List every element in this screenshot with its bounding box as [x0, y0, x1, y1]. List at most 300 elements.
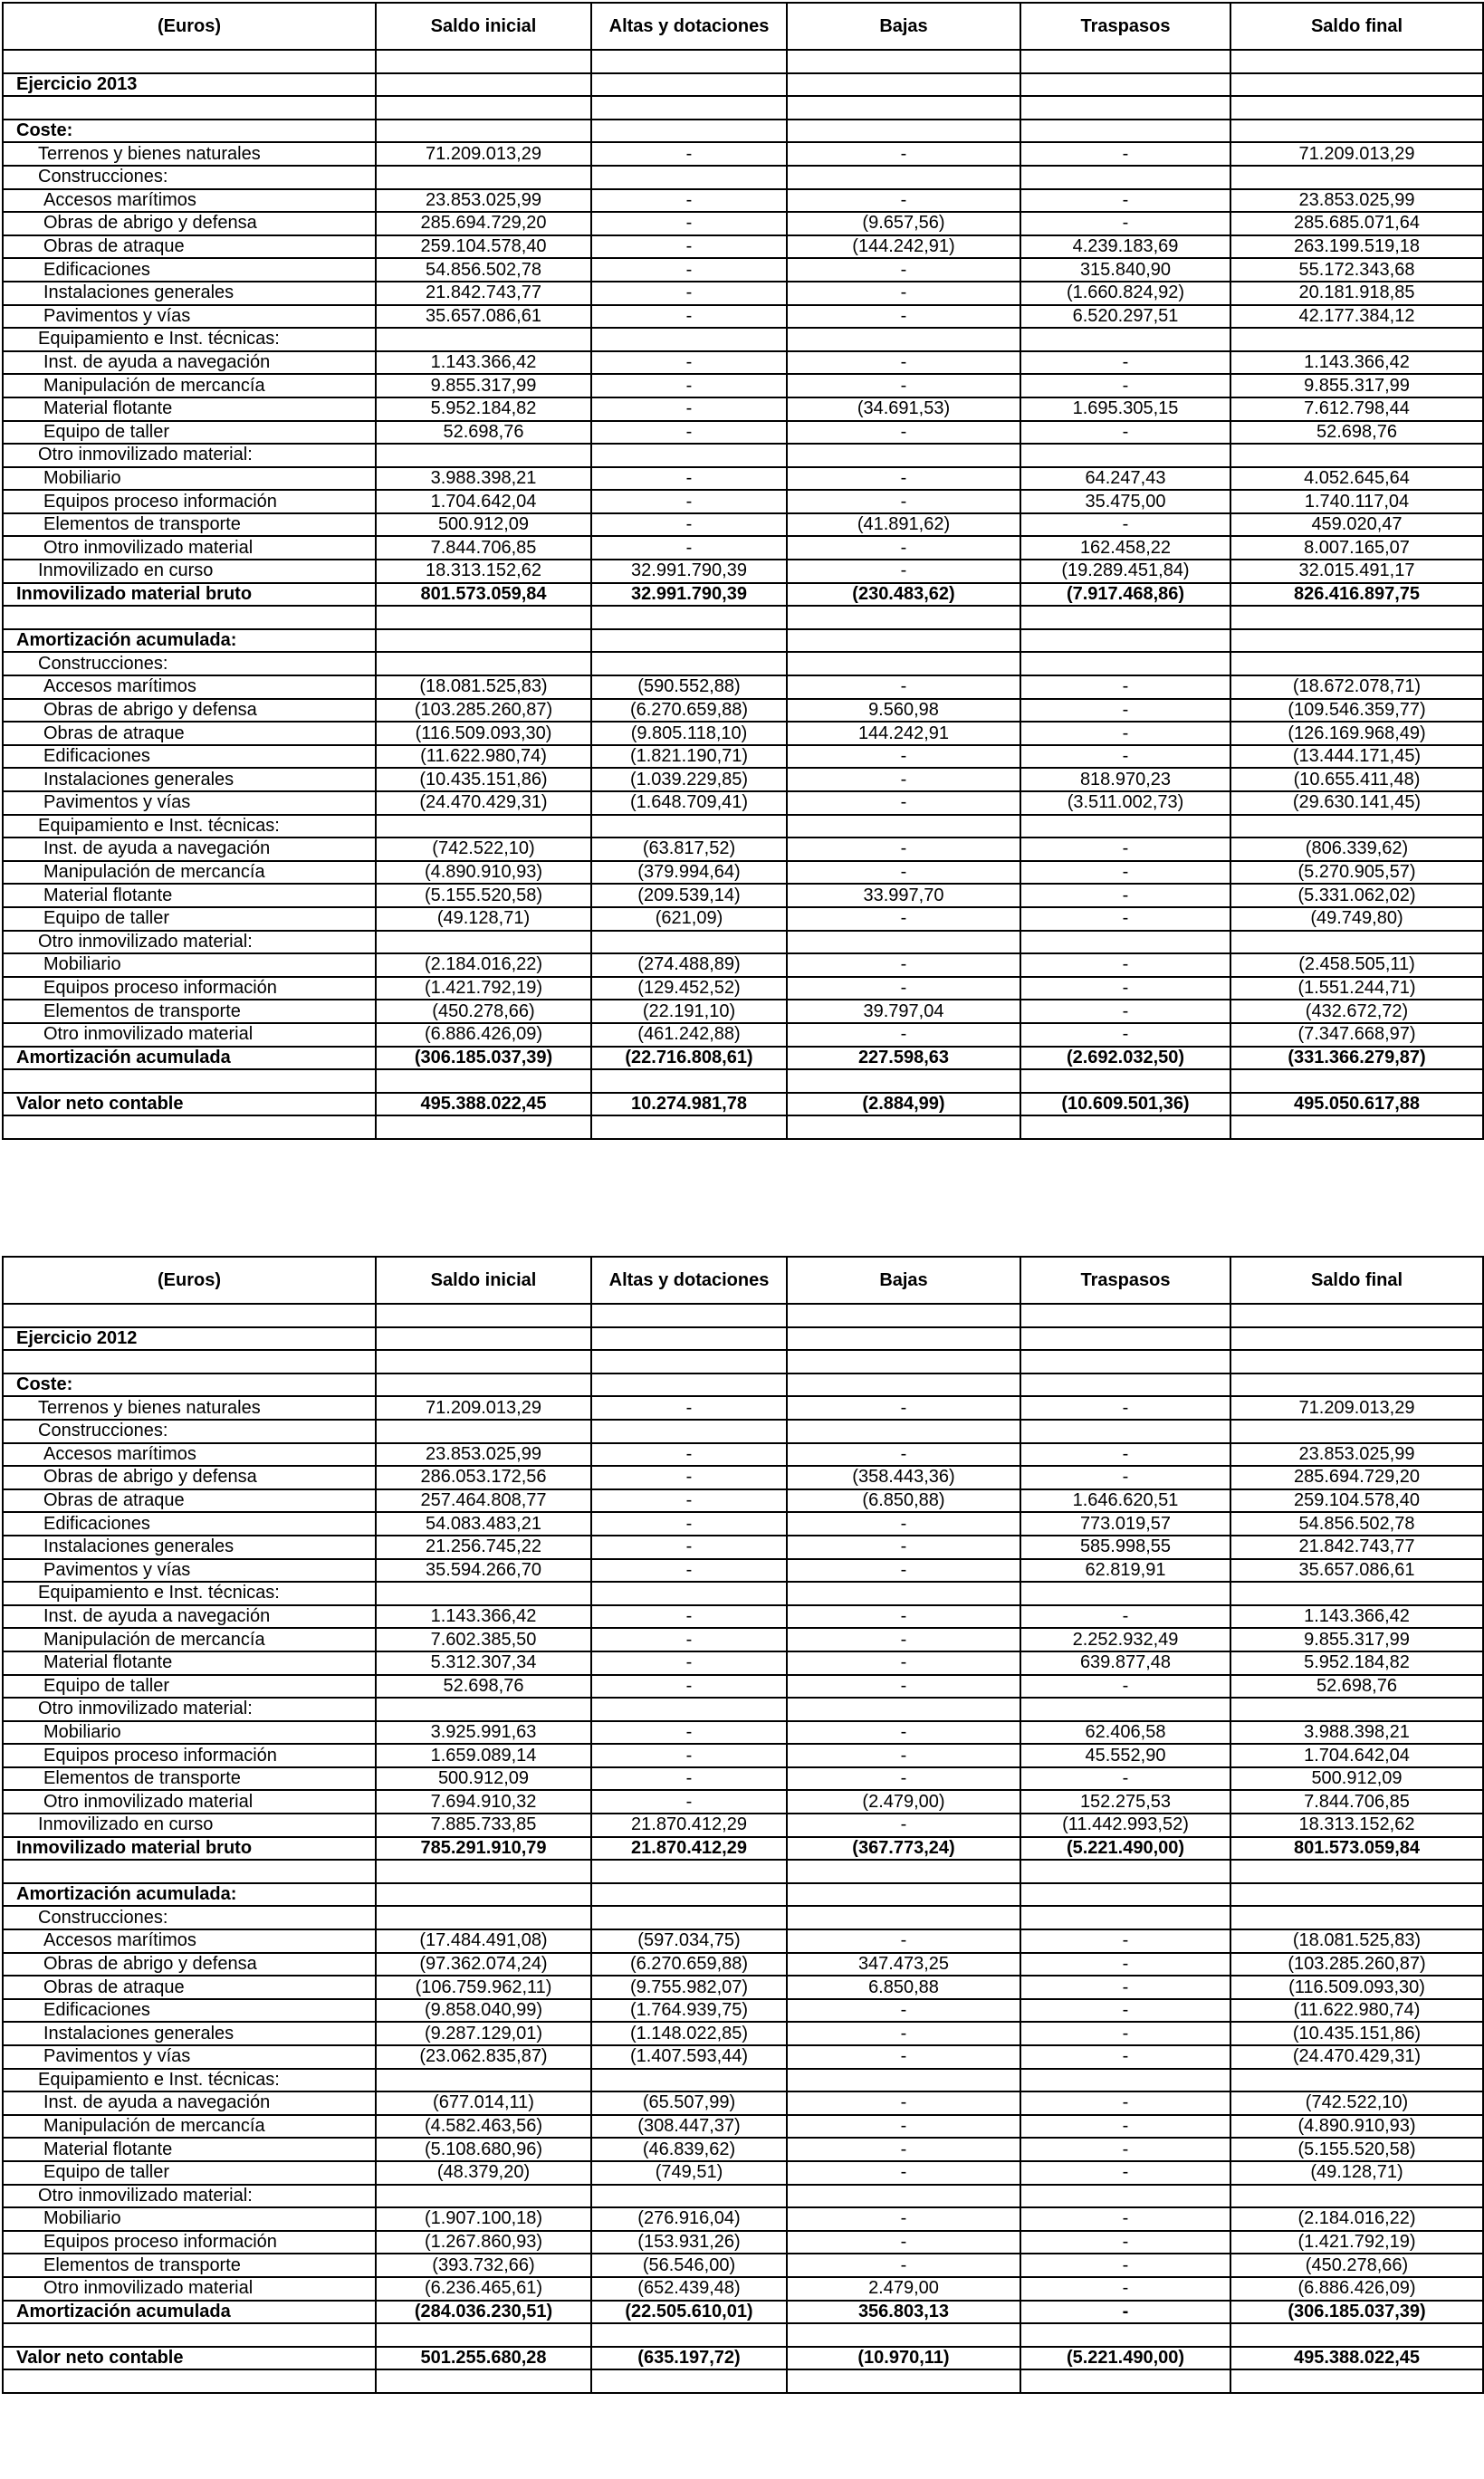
value-cell: -	[787, 953, 1020, 977]
row-label: Otro inmovilizado material:	[3, 1698, 376, 1721]
table-row	[3, 1093, 1483, 1116]
value-cell: -	[1020, 513, 1230, 537]
value-cell: 52.698,76	[1230, 1675, 1483, 1699]
value-cell: -	[1020, 1000, 1230, 1023]
value-cell: (1.039.229,85)	[591, 768, 787, 791]
value-cell	[787, 1883, 1020, 1907]
value-cell	[1020, 444, 1230, 467]
value-cell: -	[787, 838, 1020, 861]
value-cell: (5.108.680,96)	[376, 2138, 591, 2161]
value-cell: (22.505.610,01)	[591, 2301, 787, 2324]
value-cell: (11.442.993,52)	[1020, 1814, 1230, 1837]
value-cell: (9.858.040,99)	[376, 1999, 591, 2023]
value-cell: (18.081.525,83)	[1230, 1929, 1483, 1953]
table-row	[3, 1929, 1483, 1953]
value-cell: -	[787, 374, 1020, 397]
value-cell	[1020, 1582, 1230, 1605]
value-cell: -	[787, 1675, 1020, 1699]
table-row	[3, 1953, 1483, 1976]
value-cell: 32.991.790,39	[591, 583, 787, 607]
value-cell	[591, 2369, 787, 2393]
value-cell: (10.655.411,48)	[1230, 768, 1483, 791]
value-cell: -	[1020, 189, 1230, 213]
value-cell: 52.698,76	[1230, 421, 1483, 445]
value-cell: (742.522,10)	[376, 838, 591, 861]
value-cell: 9.855.317,99	[1230, 1628, 1483, 1651]
row-label: Mobiliario	[3, 1721, 376, 1745]
row-label: Obras de atraque	[3, 1976, 376, 1999]
value-cell	[1020, 1883, 1230, 1907]
column-header: Saldo final	[1230, 1257, 1483, 1304]
value-cell	[1230, 1327, 1483, 1351]
value-cell: -	[591, 1744, 787, 1767]
table-row	[3, 1698, 1483, 1721]
table-row	[3, 1466, 1483, 1489]
value-cell: -	[787, 1605, 1020, 1629]
value-cell: (65.507,99)	[591, 2091, 787, 2115]
value-cell	[591, 1350, 787, 1374]
value-cell	[376, 629, 591, 653]
table-row	[3, 2138, 1483, 2161]
row-label: Valor neto contable	[3, 1093, 376, 1116]
value-cell: -	[787, 768, 1020, 791]
value-cell: -	[787, 1744, 1020, 1767]
value-cell	[787, 1374, 1020, 1397]
value-cell: 1.143.366,42	[376, 351, 591, 375]
value-cell: 3.925.991,63	[376, 1721, 591, 1745]
table-row	[3, 977, 1483, 1000]
value-cell	[376, 1069, 591, 1093]
value-cell: (2.479,00)	[787, 1790, 1020, 1814]
value-cell	[376, 73, 591, 97]
row-label: Construcciones:	[3, 166, 376, 189]
value-cell: (103.285.260,87)	[376, 699, 591, 723]
value-cell: -	[1020, 699, 1230, 723]
row-label	[3, 606, 376, 629]
table-row	[3, 815, 1483, 838]
value-cell: -	[1020, 1466, 1230, 1489]
value-cell: -	[591, 513, 787, 537]
value-cell: -	[591, 1675, 787, 1699]
value-cell: (6.270.659,88)	[591, 699, 787, 723]
value-cell: 8.007.165,07	[1230, 536, 1483, 560]
value-cell	[376, 2185, 591, 2208]
value-cell: 9.855.317,99	[1230, 374, 1483, 397]
value-cell: -	[1020, 977, 1230, 1000]
value-cell: -	[591, 189, 787, 213]
value-cell: (18.672.078,71)	[1230, 675, 1483, 699]
value-cell	[376, 1582, 591, 1605]
table-row	[3, 235, 1483, 259]
row-label	[3, 2323, 376, 2347]
value-cell	[787, 96, 1020, 120]
value-cell: (7.917.468,86)	[1020, 583, 1230, 607]
row-label: Mobiliario	[3, 953, 376, 977]
value-cell	[1230, 166, 1483, 189]
table-row	[3, 2091, 1483, 2115]
value-cell: 495.050.617,88	[1230, 1093, 1483, 1116]
value-cell: (11.622.980,74)	[376, 745, 591, 769]
table-row	[3, 421, 1483, 445]
table-row	[3, 907, 1483, 931]
row-label: Instalaciones generales	[3, 2022, 376, 2045]
value-cell: (276.916,04)	[591, 2207, 787, 2231]
value-cell: 54.856.502,78	[376, 258, 591, 282]
value-cell: -	[591, 467, 787, 491]
table-row	[3, 931, 1483, 954]
value-cell: 32.015.491,17	[1230, 560, 1483, 583]
row-label: Manipulación de mercancía	[3, 374, 376, 397]
table-row	[3, 2069, 1483, 2092]
value-cell	[591, 1304, 787, 1327]
value-cell	[787, 1906, 1020, 1929]
row-label: Equipo de taller	[3, 907, 376, 931]
value-cell: -	[787, 421, 1020, 445]
value-cell	[1020, 652, 1230, 675]
value-cell: 1.704.642,04	[376, 490, 591, 513]
value-cell: 1.646.620,51	[1020, 1489, 1230, 1513]
row-label: Equipos proceso información	[3, 2231, 376, 2254]
blank-row	[3, 1350, 1483, 1374]
value-cell: -	[1020, 907, 1230, 931]
value-cell: 2.479,00	[787, 2277, 1020, 2301]
row-label	[3, 1860, 376, 1883]
value-cell: -	[787, 861, 1020, 885]
value-cell: (1.821.190,71)	[591, 745, 787, 769]
value-cell: 52.698,76	[376, 421, 591, 445]
value-cell: (1.148.022,85)	[591, 2022, 787, 2045]
table-row	[3, 1559, 1483, 1583]
value-cell: (1.407.593,44)	[591, 2045, 787, 2069]
row-label: Manipulación de mercancía	[3, 2115, 376, 2139]
value-cell: -	[591, 212, 787, 235]
value-cell: -	[591, 1767, 787, 1791]
value-cell: 35.657.086,61	[1230, 1559, 1483, 1583]
value-cell	[1020, 931, 1230, 954]
value-cell	[591, 50, 787, 73]
value-cell	[1020, 2069, 1230, 2092]
value-cell	[1230, 444, 1483, 467]
value-cell	[591, 629, 787, 653]
value-cell	[1230, 606, 1483, 629]
row-label: Inmovilizado en curso	[3, 560, 376, 583]
row-label	[3, 96, 376, 120]
value-cell	[1020, 96, 1230, 120]
value-cell: -	[787, 1929, 1020, 1953]
row-label: Inmovilizado material bruto	[3, 583, 376, 607]
row-label: Pavimentos y vías	[3, 305, 376, 329]
value-cell: -	[787, 791, 1020, 815]
value-cell	[591, 1698, 787, 1721]
value-cell	[1020, 1115, 1230, 1139]
row-label: Otro inmovilizado material	[3, 1023, 376, 1047]
value-cell: -	[1020, 953, 1230, 977]
value-cell: -	[591, 490, 787, 513]
value-cell	[591, 2323, 787, 2347]
column-header: Traspasos	[1020, 3, 1230, 50]
value-cell	[591, 1327, 787, 1351]
value-cell: 62.406,58	[1020, 1721, 1230, 1745]
value-cell: -	[787, 2207, 1020, 2231]
value-cell: (1.421.792,19)	[376, 977, 591, 1000]
table-row	[3, 1744, 1483, 1767]
value-cell	[1230, 1069, 1483, 1093]
value-cell: (19.289.451,84)	[1020, 560, 1230, 583]
value-cell: 162.458,22	[1020, 536, 1230, 560]
row-label: Equipo de taller	[3, 1675, 376, 1699]
value-cell	[591, 1906, 787, 1929]
value-cell: 227.598,63	[787, 1047, 1020, 1070]
table-row	[3, 1628, 1483, 1651]
value-cell: -	[787, 258, 1020, 282]
value-cell	[376, 2069, 591, 2092]
value-cell: 7.844.706,85	[376, 536, 591, 560]
value-cell: 1.143.366,42	[1230, 1605, 1483, 1629]
value-cell	[787, 1327, 1020, 1351]
value-cell	[376, 1883, 591, 1907]
value-cell: (24.470.429,31)	[376, 791, 591, 815]
table-ejercicio-2013	[2, 2, 1484, 1140]
table-row	[3, 768, 1483, 791]
value-cell: -	[1020, 884, 1230, 907]
value-cell: (331.366.279,87)	[1230, 1047, 1483, 1070]
value-cell: -	[591, 258, 787, 282]
row-label: Equipos proceso información	[3, 1744, 376, 1767]
value-cell: (97.362.074,24)	[376, 1953, 591, 1976]
value-cell: (116.509.093,30)	[376, 722, 591, 745]
value-cell: (5.221.490,00)	[1020, 1837, 1230, 1861]
value-cell: 263.199.519,18	[1230, 235, 1483, 259]
value-cell: -	[1020, 2161, 1230, 2185]
value-cell: (6.886.426,09)	[1230, 2277, 1483, 2301]
column-header: Traspasos	[1020, 1257, 1230, 1304]
value-cell: (367.773,24)	[787, 1837, 1020, 1861]
value-cell	[1230, 1906, 1483, 1929]
value-cell: 495.388.022,45	[1230, 2347, 1483, 2370]
row-label: Elementos de transporte	[3, 2254, 376, 2277]
value-cell: (5.221.490,00)	[1020, 2347, 1230, 2370]
value-cell: -	[787, 1999, 1020, 2023]
value-cell	[376, 1374, 591, 1397]
value-cell	[787, 328, 1020, 351]
value-cell	[1230, 2185, 1483, 2208]
value-cell: -	[787, 2115, 1020, 2139]
value-cell: 585.998,55	[1020, 1536, 1230, 1559]
value-cell: (13.444.171,45)	[1230, 745, 1483, 769]
value-cell: (590.552,88)	[591, 675, 787, 699]
table-row	[3, 258, 1483, 282]
header-row	[3, 3, 1483, 50]
value-cell	[376, 444, 591, 467]
row-label: Ejercicio 2013	[3, 73, 376, 97]
blank-row	[3, 50, 1483, 73]
value-cell: (749,51)	[591, 2161, 787, 2185]
value-cell: 6.850,88	[787, 1976, 1020, 1999]
value-cell: -	[591, 1443, 787, 1467]
value-cell	[787, 1420, 1020, 1443]
value-cell: -	[1020, 675, 1230, 699]
value-cell: (18.081.525,83)	[376, 675, 591, 699]
value-cell: 54.083.483,21	[376, 1512, 591, 1536]
value-cell	[1020, 50, 1230, 73]
value-cell: 459.020,47	[1230, 513, 1483, 537]
value-cell: -	[1020, 374, 1230, 397]
value-cell: 1.695.305,15	[1020, 397, 1230, 421]
row-label: Obras de abrigo y defensa	[3, 1953, 376, 1976]
column-header: Saldo final	[1230, 3, 1483, 50]
value-cell: -	[787, 2045, 1020, 2069]
value-cell: -	[787, 1767, 1020, 1791]
value-cell: (3.511.002,73)	[1020, 791, 1230, 815]
row-label: Pavimentos y vías	[3, 791, 376, 815]
value-cell: (306.185.037,39)	[376, 1047, 591, 1070]
value-cell	[1230, 2369, 1483, 2393]
table-row	[3, 1999, 1483, 2023]
value-cell: (2.884,99)	[787, 1093, 1020, 1116]
value-cell: -	[787, 282, 1020, 305]
value-cell: -	[787, 1023, 1020, 1047]
value-cell: -	[787, 2161, 1020, 2185]
header-row	[3, 1257, 1483, 1304]
table-row	[3, 189, 1483, 213]
table-row	[3, 444, 1483, 467]
row-label: Amortización acumulada	[3, 1047, 376, 1070]
value-cell	[591, 120, 787, 143]
value-cell	[1020, 166, 1230, 189]
table-row	[3, 2277, 1483, 2301]
value-cell: (103.285.260,87)	[1230, 1953, 1483, 1976]
value-cell	[787, 444, 1020, 467]
value-cell: (635.197,72)	[591, 2347, 787, 2370]
value-cell: -	[787, 1651, 1020, 1675]
value-cell: 18.313.152,62	[1230, 1814, 1483, 1837]
value-cell	[376, 652, 591, 675]
value-cell: (5.331.062,02)	[1230, 884, 1483, 907]
row-label: Inmovilizado en curso	[3, 1814, 376, 1837]
row-label: Pavimentos y vías	[3, 1559, 376, 1583]
value-cell: 7.602.385,50	[376, 1628, 591, 1651]
value-cell: (4.890.910,93)	[376, 861, 591, 885]
row-label: Obras de abrigo y defensa	[3, 699, 376, 723]
value-cell: (1.660.824,92)	[1020, 282, 1230, 305]
row-label: Edificaciones	[3, 1999, 376, 2023]
value-cell: (9.805.118,10)	[591, 722, 787, 745]
table-row	[3, 1396, 1483, 1420]
value-cell	[1230, 1420, 1483, 1443]
blank-row	[3, 1115, 1483, 1139]
row-label: Obras de atraque	[3, 235, 376, 259]
row-label: Construcciones:	[3, 652, 376, 675]
row-label: Amortización acumulada:	[3, 1883, 376, 1907]
table-row	[3, 861, 1483, 885]
value-cell: 259.104.578,40	[376, 235, 591, 259]
table-row	[3, 722, 1483, 745]
value-cell: (677.014,11)	[376, 2091, 591, 2115]
value-cell: (742.522,10)	[1230, 2091, 1483, 2115]
value-cell: (209.539,14)	[591, 884, 787, 907]
value-cell: -	[787, 977, 1020, 1000]
value-cell	[1230, 1115, 1483, 1139]
value-cell	[787, 1698, 1020, 1721]
value-cell	[787, 1304, 1020, 1327]
value-cell: -	[1020, 838, 1230, 861]
row-label	[3, 1350, 376, 1374]
value-cell: 35.475,00	[1020, 490, 1230, 513]
table-row	[3, 73, 1483, 97]
value-cell: -	[787, 1721, 1020, 1745]
row-label: Amortización acumulada	[3, 2301, 376, 2324]
value-cell	[1230, 328, 1483, 351]
row-label: Otro inmovilizado material:	[3, 2185, 376, 2208]
row-label: Coste:	[3, 120, 376, 143]
row-label: Pavimentos y vías	[3, 2045, 376, 2069]
value-cell: 144.242,91	[787, 722, 1020, 745]
value-cell: -	[787, 2091, 1020, 2115]
row-label	[3, 1115, 376, 1139]
row-label: Material flotante	[3, 1651, 376, 1675]
value-cell	[787, 2323, 1020, 2347]
value-cell: -	[1020, 861, 1230, 885]
value-cell: 54.856.502,78	[1230, 1512, 1483, 1536]
row-label: Equipos proceso información	[3, 490, 376, 513]
value-cell: 257.464.808,77	[376, 1489, 591, 1513]
value-cell	[787, 1115, 1020, 1139]
value-cell: -	[1020, 1443, 1230, 1467]
value-cell	[1230, 96, 1483, 120]
row-label: Accesos marítimos	[3, 189, 376, 213]
value-cell: -	[591, 1628, 787, 1651]
value-cell: 71.209.013,29	[1230, 142, 1483, 166]
value-cell: 5.952.184,82	[376, 397, 591, 421]
value-cell: -	[1020, 2138, 1230, 2161]
value-cell: -	[1020, 2207, 1230, 2231]
value-cell: 495.388.022,45	[376, 1093, 591, 1116]
value-cell: 2.252.932,49	[1020, 1628, 1230, 1651]
value-cell: -	[591, 282, 787, 305]
value-cell	[591, 1374, 787, 1397]
row-label: Instalaciones generales	[3, 282, 376, 305]
value-cell: 71.209.013,29	[1230, 1396, 1483, 1420]
value-cell: 801.573.059,84	[376, 583, 591, 607]
table-row	[3, 884, 1483, 907]
value-cell: -	[591, 351, 787, 375]
value-cell	[591, 1115, 787, 1139]
column-header: (Euros)	[3, 1257, 376, 1304]
row-label: Edificaciones	[3, 745, 376, 769]
value-cell: (10.435.151,86)	[376, 768, 591, 791]
value-cell: (49.128,71)	[376, 907, 591, 931]
value-cell: -	[1020, 722, 1230, 745]
table-row	[3, 2161, 1483, 2185]
value-cell: 33.997,70	[787, 884, 1020, 907]
value-cell: 35.594.266,70	[376, 1559, 591, 1583]
value-cell: 7.885.733,85	[376, 1814, 591, 1837]
value-cell	[1020, 1069, 1230, 1093]
row-label: Obras de atraque	[3, 722, 376, 745]
value-cell: 21.870.412,29	[591, 1837, 787, 1861]
table-row	[3, 374, 1483, 397]
value-cell: 285.694.729,20	[376, 212, 591, 235]
row-label: Otro inmovilizado material	[3, 1790, 376, 1814]
value-cell: (358.443,36)	[787, 1466, 1020, 1489]
table-row	[3, 2231, 1483, 2254]
table-row	[3, 282, 1483, 305]
value-cell: 285.685.071,64	[1230, 212, 1483, 235]
value-cell: -	[591, 421, 787, 445]
row-label: Equipo de taller	[3, 421, 376, 445]
value-cell	[1020, 73, 1230, 97]
value-cell: 315.840,90	[1020, 258, 1230, 282]
